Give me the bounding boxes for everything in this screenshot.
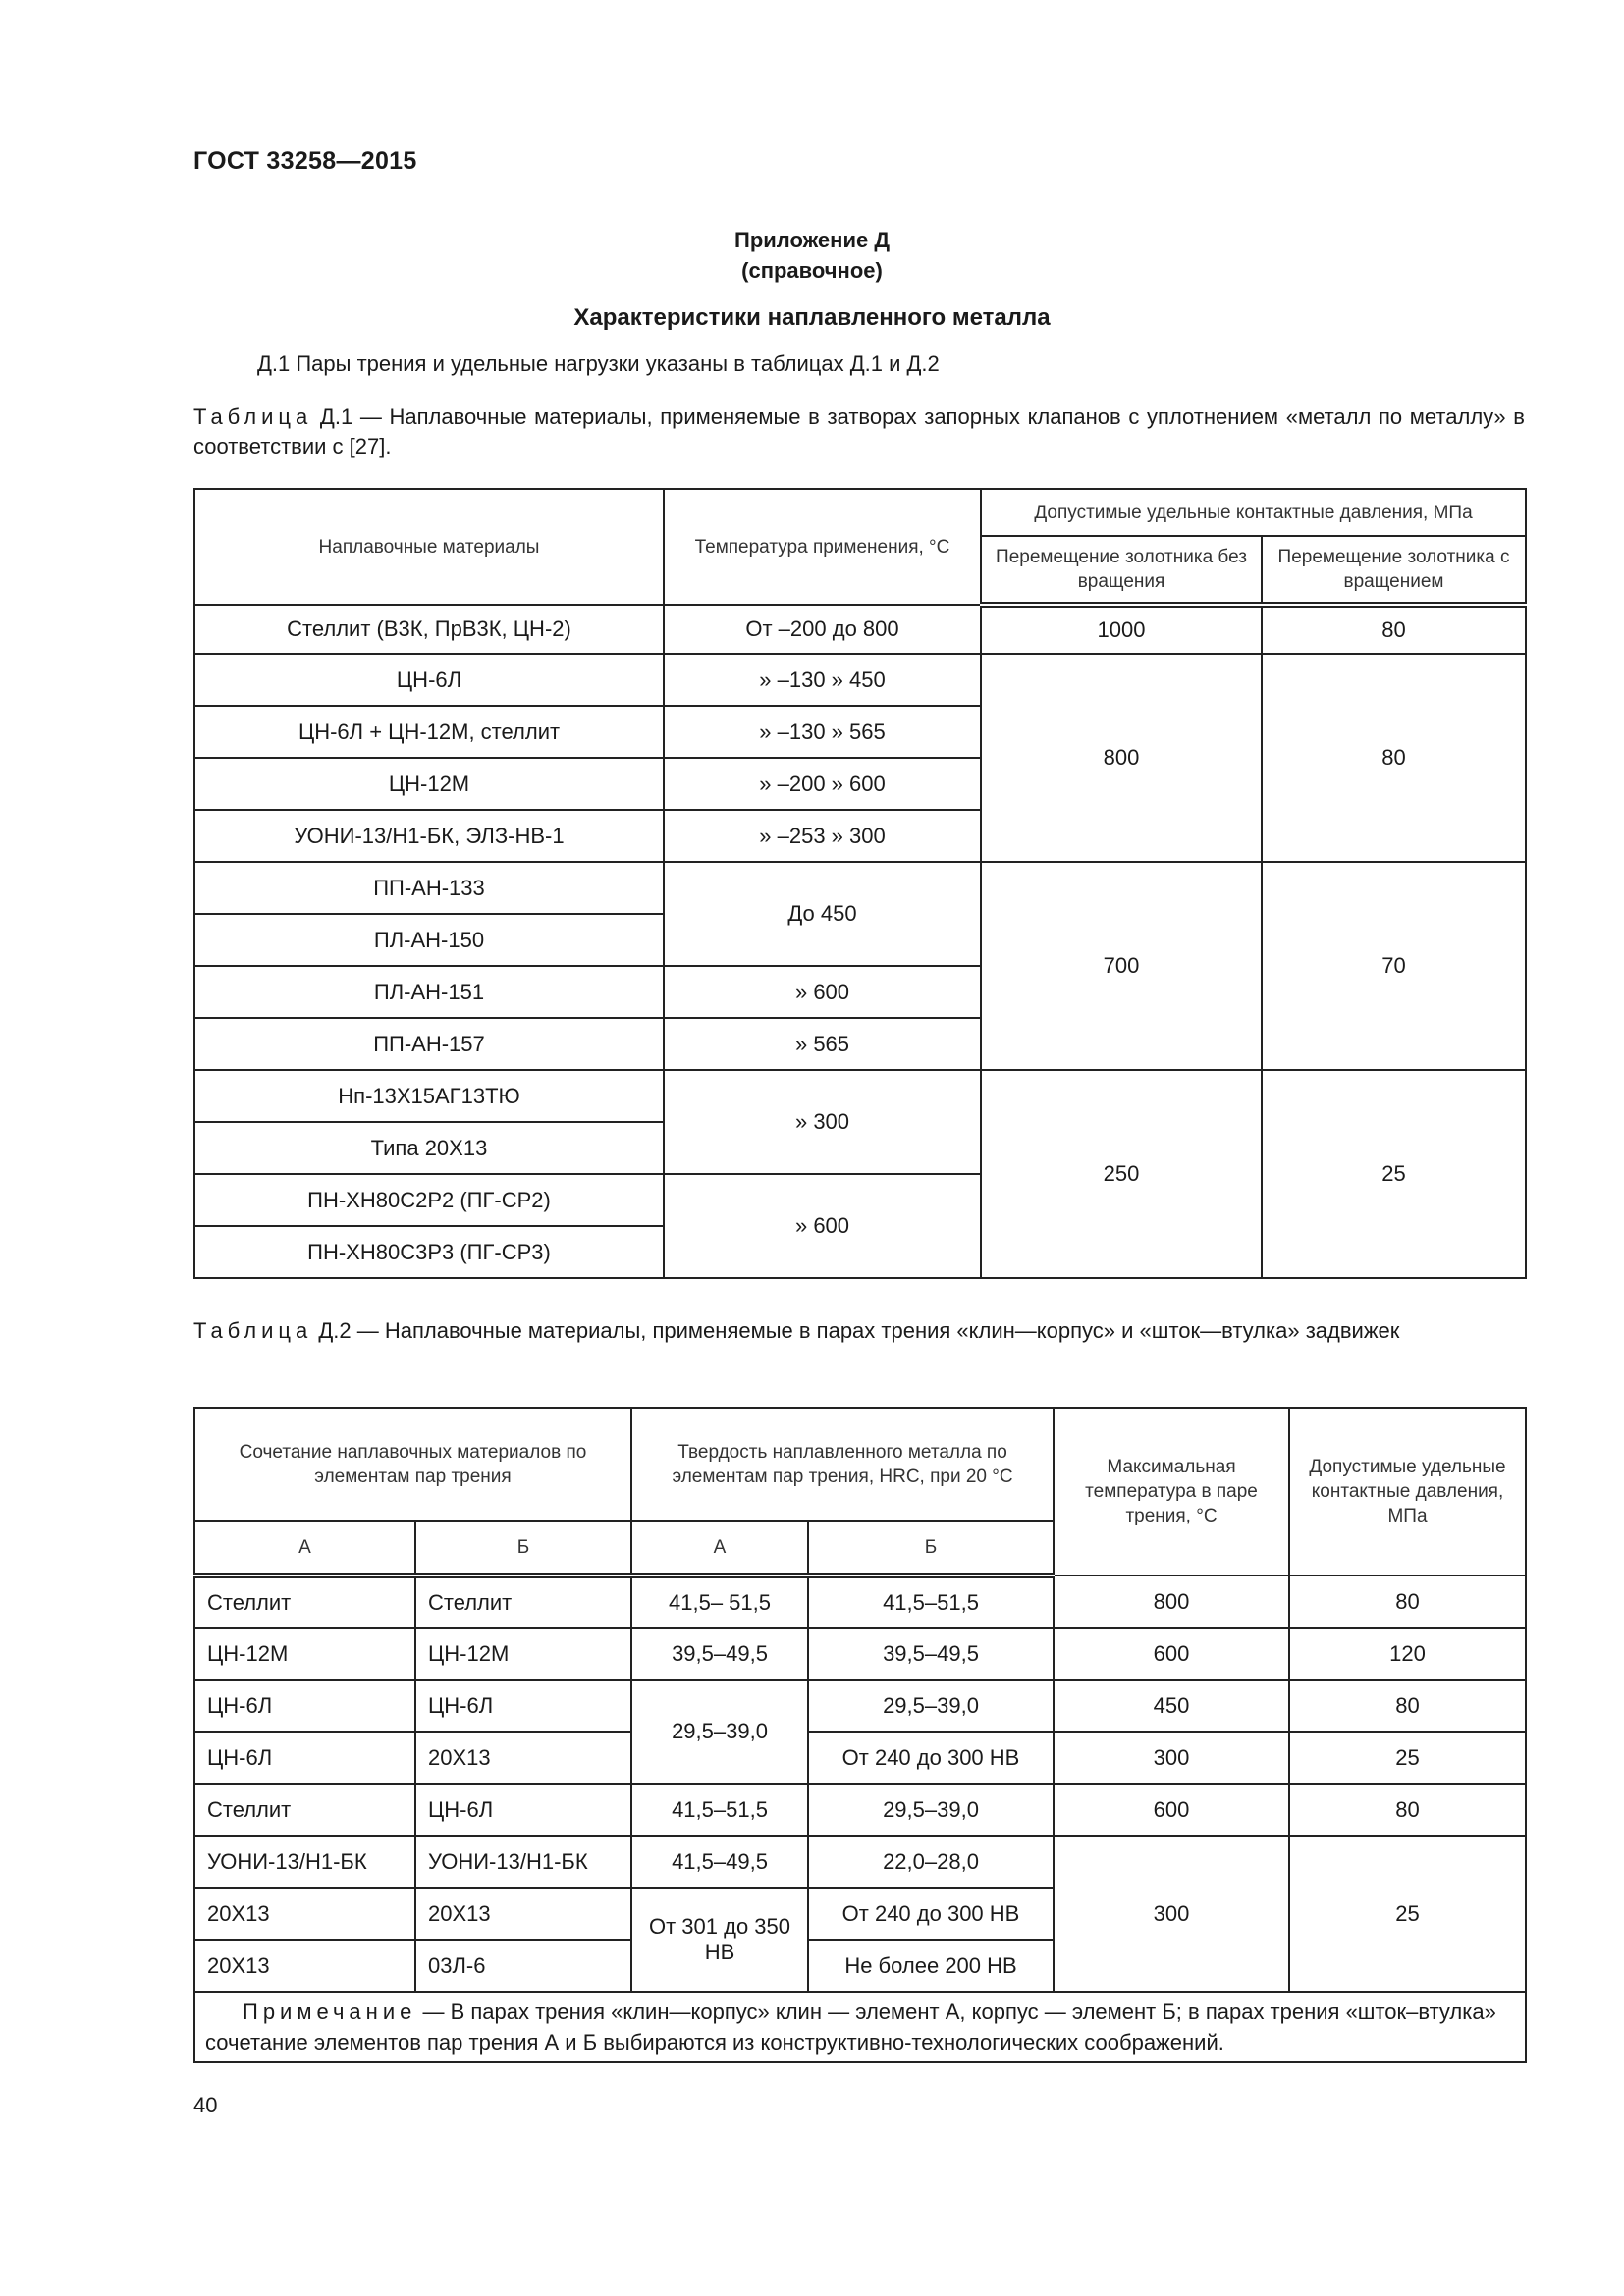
t1-cell-rot: 80 xyxy=(1262,605,1526,654)
t1-cell-temp: » 600 xyxy=(664,966,981,1018)
t1-cell-material: ПЛ-АН-150 xyxy=(194,914,664,966)
t2-cell-b: УОНИ-13/Н1-БК xyxy=(415,1836,631,1888)
t2-cell-pressure: 80 xyxy=(1289,1680,1526,1732)
t1-cell-material: Типа 20Х13 xyxy=(194,1122,664,1174)
intro-paragraph: Д.1 Пары трения и удельные нагрузки указаны в таблицах Д.1 и Д.2 xyxy=(257,351,940,376)
t1-cell-temp: От –200 до 800 xyxy=(664,605,981,654)
t2-cell-b: 20Х13 xyxy=(415,1732,631,1784)
t1-cell-material: Нп-13Х15АГ13ТЮ xyxy=(194,1070,664,1122)
t2-cell-hardness-a: 41,5–49,5 xyxy=(631,1836,808,1888)
appendix-subtitle: (справочное) xyxy=(741,258,883,283)
t1-cell-material: ЦН-6Л + ЦН-12М, стеллит xyxy=(194,706,664,758)
t2-cell-hardness-a: От 301 до 350 НВ xyxy=(631,1888,808,1992)
t1-cell-material: УОНИ-13/Н1-БК, ЭЛЗ-НВ-1 xyxy=(194,810,664,862)
appendix-title: Приложение Д xyxy=(734,228,890,252)
t1-cell-material: ПП-АН-133 xyxy=(194,862,664,914)
t2-cell-pressure: 25 xyxy=(1289,1732,1526,1784)
t1-header-rotation: Перемещение золотника с вращением xyxy=(1262,536,1526,605)
t2-note-label: Примечание xyxy=(243,2000,417,2024)
t2-cell-hardness-b: 39,5–49,5 xyxy=(808,1628,1054,1680)
t2-header-hardness: Твердость наплавленного металла по элементам пар трения, HRC, при 20 °С xyxy=(631,1408,1054,1521)
t2-header-b: Б xyxy=(415,1521,631,1575)
t1-cell-material: ЦН-12М xyxy=(194,758,664,810)
t2-cell-hardness-a: 41,5–51,5 xyxy=(631,1784,808,1836)
t2-cell-b: ЦН-6Л xyxy=(415,1680,631,1732)
t2-cell-hardness-b: От 240 до 300 НВ xyxy=(808,1732,1054,1784)
t2-cell-hardness-a: 29,5–39,0 xyxy=(631,1680,808,1784)
t2-cell-hardness-a: 39,5–49,5 xyxy=(631,1628,808,1680)
t2-header-pressure: Допустимые удельные контактные давления, МПа xyxy=(1289,1408,1526,1575)
t2-cell-temp: 300 xyxy=(1054,1732,1289,1784)
t1-cell-no-rot: 700 xyxy=(981,862,1262,1070)
page-number: 40 xyxy=(193,2093,218,2117)
t1-cell-no-rot: 800 xyxy=(981,654,1262,862)
t2-cell-a: УОНИ-13/Н1-БК xyxy=(194,1836,415,1888)
table2-caption-label: Таблица xyxy=(193,1318,313,1343)
t2-cell-temp: 450 xyxy=(1054,1680,1289,1732)
t2-cell-pressure: 80 xyxy=(1289,1575,1526,1628)
t1-cell-temp: » –200 » 600 xyxy=(664,758,981,810)
t1-header-no-rotation: Перемещение золотника без вращения xyxy=(981,536,1262,605)
t2-cell-hardness-b: 22,0–28,0 xyxy=(808,1836,1054,1888)
t1-cell-temp: » 565 xyxy=(664,1018,981,1070)
t2-cell-b: ЦН-6Л xyxy=(415,1784,631,1836)
t2-header-max-temp: Максимальная температура в паре трения, °С xyxy=(1054,1408,1289,1575)
t2-cell-temp: 600 xyxy=(1054,1628,1289,1680)
t1-cell-temp: До 450 xyxy=(664,862,981,966)
t2-cell-a: Стеллит xyxy=(194,1575,415,1628)
t1-cell-temp: » 600 xyxy=(664,1174,981,1278)
t2-note xyxy=(194,1992,1526,2062)
t2-cell-a: ЦН-6Л xyxy=(194,1680,415,1732)
section-heading: Характеристики наплавленного металла xyxy=(573,304,1051,331)
t1-cell-material: ЦН-6Л xyxy=(194,654,664,706)
table2-caption xyxy=(193,1316,1525,1346)
t2-header-a: А xyxy=(631,1521,808,1575)
t1-cell-temp: » –253 » 300 xyxy=(664,810,981,862)
t2-cell-b: ЦН-12М xyxy=(415,1628,631,1680)
t1-cell-temp: » 300 xyxy=(664,1070,981,1174)
t2-cell-pressure: 25 xyxy=(1289,1836,1526,1992)
document-id: ГОСТ 33258—2015 xyxy=(193,147,417,175)
t1-cell-rot: 25 xyxy=(1262,1070,1526,1278)
t1-cell-material: Стеллит (В3К, ПрВ3К, ЦН-2) xyxy=(194,605,664,654)
t2-cell-a: ЦН-6Л xyxy=(194,1732,415,1784)
table-d2 xyxy=(193,1407,1527,2063)
table2-caption-text: Д.2 — Наплавочные материалы, применяемые в парах трения «клин—корпус» и «шток—втулка» задвижек xyxy=(312,1318,1400,1343)
t2-cell-a: ЦН-12М xyxy=(194,1628,415,1680)
table1-caption-label: Таблица xyxy=(193,404,313,429)
t2-cell-hardness-b: 29,5–39,0 xyxy=(808,1680,1054,1732)
t2-header-a: А xyxy=(194,1521,415,1575)
t2-cell-b: 03Л-6 xyxy=(415,1940,631,1992)
t2-header-b: Б xyxy=(808,1521,1054,1575)
t2-cell-temp: 600 xyxy=(1054,1784,1289,1836)
table-d1 xyxy=(193,488,1527,1279)
t1-cell-no-rot: 1000 xyxy=(981,605,1262,654)
t1-cell-temp: » –130 » 565 xyxy=(664,706,981,758)
t2-cell-a: Стеллит xyxy=(194,1784,415,1836)
t2-cell-hardness-a: 41,5– 51,5 xyxy=(631,1575,808,1628)
t2-cell-b: Стеллит xyxy=(415,1575,631,1628)
t2-cell-a: 20Х13 xyxy=(194,1888,415,1940)
t1-cell-no-rot: 250 xyxy=(981,1070,1262,1278)
t1-cell-rot: 70 xyxy=(1262,862,1526,1070)
t1-header-temperature: Температура применения, °С xyxy=(664,489,981,605)
t1-cell-material: ПЛ-АН-151 xyxy=(194,966,664,1018)
t2-cell-hardness-b: Не более 200 НВ xyxy=(808,1940,1054,1992)
t1-header-materials: Наплавочные материалы xyxy=(194,489,664,605)
t1-cell-rot: 80 xyxy=(1262,654,1526,862)
table1-caption-text: Д.1 — Наплавочные материалы, применяемые в затворах запорных клапанов с уплотнением «металл по металлу» в соответствии с [27]. xyxy=(193,404,1525,458)
t1-header-pressure: Допустимые удельные контактные давления, МПа xyxy=(981,489,1526,536)
t2-cell-hardness-b: 29,5–39,0 xyxy=(808,1784,1054,1836)
t1-cell-temp: » –130 » 450 xyxy=(664,654,981,706)
t2-cell-pressure: 80 xyxy=(1289,1784,1526,1836)
t2-header-combination: Сочетание наплавочных материалов по элементам пар трения xyxy=(194,1408,631,1521)
t2-cell-temp: 300 xyxy=(1054,1836,1289,1992)
t2-note-text: — В парах трения «клин—корпус» клин — элемент А, корпус — элемент Б; в парах трения «шток–втулка» сочетание элементов пар трения А и Б выбираются из конструктивно-технологических соображений. xyxy=(205,2000,1496,2055)
t2-cell-temp: 800 xyxy=(1054,1575,1289,1628)
t1-cell-material: ПН-ХН80С2Р2 (ПГ-СР2) xyxy=(194,1174,664,1226)
t2-cell-pressure: 120 xyxy=(1289,1628,1526,1680)
t1-cell-material: ПП-АН-157 xyxy=(194,1018,664,1070)
t2-cell-hardness-b: От 240 до 300 НВ xyxy=(808,1888,1054,1940)
t2-cell-a: 20Х13 xyxy=(194,1940,415,1992)
table1-caption xyxy=(193,402,1525,461)
t1-cell-material: ПН-ХН80С3Р3 (ПГ-СР3) xyxy=(194,1226,664,1278)
t2-cell-b: 20Х13 xyxy=(415,1888,631,1940)
t2-cell-hardness-b: 41,5–51,5 xyxy=(808,1575,1054,1628)
